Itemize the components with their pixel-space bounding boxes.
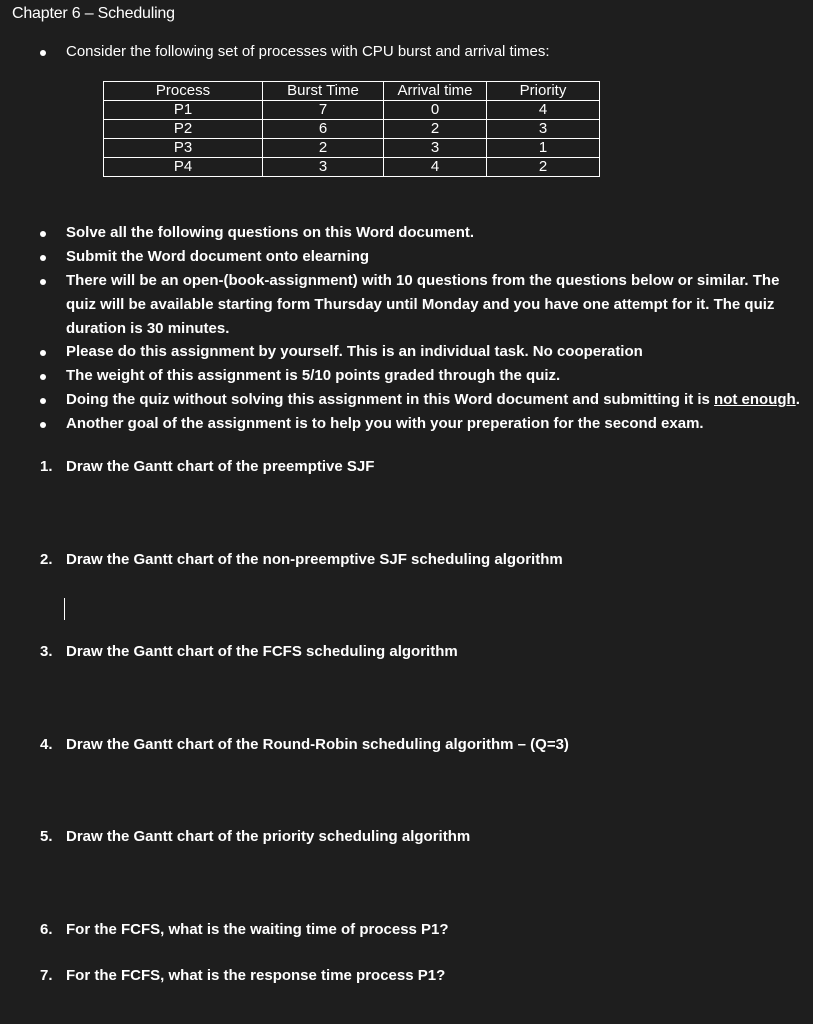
bullet-dot (40, 350, 46, 356)
table-header-cell: Arrival time (384, 82, 487, 101)
table-cell: 3 (384, 139, 487, 158)
instruction-text: There will be an open-(book-assignment) with 10 questions from the questions below or similar. The quiz will be available starting form Thursday until Monday and you have one attempt for it. The quiz duration is 30 minutes. (66, 272, 780, 337)
table-cell: P4 (104, 158, 263, 177)
bullet-dot (40, 279, 46, 285)
document-title: Chapter 6 – Scheduling (12, 5, 175, 22)
bullet-dot (40, 422, 46, 428)
question-text: Draw the Gantt chart of the priority scheduling algorithm (66, 828, 471, 845)
table-cell: 7 (263, 101, 384, 120)
table-cell: 3 (487, 120, 600, 139)
table-cell: 2 (263, 139, 384, 158)
table-header-row (104, 82, 600, 101)
table-cell: 2 (487, 158, 600, 177)
question-number: 2. (40, 551, 53, 568)
bullet-dot (40, 231, 46, 237)
question-number: 1. (40, 458, 53, 475)
text-cursor[interactable] (64, 598, 65, 620)
question-number: 7. (40, 967, 53, 984)
intro-bullet-text: Consider the following set of processes with CPU burst and arrival times: (66, 43, 550, 60)
table-row (104, 120, 600, 139)
instruction-text-wrap (66, 388, 806, 412)
question-number: 4. (40, 736, 53, 753)
instruction-text: Submit the Word document onto elearning (66, 248, 370, 265)
question-text: For the FCFS, what is the response time process P1? (66, 967, 446, 984)
table-cell: 1 (487, 139, 600, 158)
table-header-cell: Process (104, 82, 263, 101)
bullet-dot (40, 374, 46, 380)
question-text: Draw the Gantt chart of the FCFS scheduling algorithm (66, 643, 458, 660)
table-row (104, 158, 600, 177)
instruction-emphasis: not enough (714, 391, 796, 408)
table-row (104, 101, 600, 120)
bullet-dot (40, 398, 46, 404)
bullet-dot (40, 50, 46, 56)
table-cell: 3 (263, 158, 384, 177)
question-text: For the FCFS, what is the waiting time of process P1? (66, 921, 449, 938)
instruction-text: Another goal of the assignment is to help you with your preperation for the second exam. (66, 415, 704, 432)
table-cell: P3 (104, 139, 263, 158)
table-cell: 2 (384, 120, 487, 139)
bullet-dot (40, 255, 46, 261)
instruction-text: Doing the quiz without solving this assignment in this Word document and submitting it is (66, 391, 715, 408)
table-header-cell: Burst Time (263, 82, 384, 101)
question-number: 6. (40, 921, 53, 938)
table-cell: 0 (384, 101, 487, 120)
instruction-text: Solve all the following questions on this Word document. (66, 224, 475, 241)
table-cell: 6 (263, 120, 384, 139)
table-cell: 4 (384, 158, 487, 177)
question-text: Draw the Gantt chart of the preemptive SJF (66, 458, 375, 475)
instruction-tail: . (795, 391, 800, 408)
table-cell: 4 (487, 101, 600, 120)
question-text: Draw the Gantt chart of the non-preemptive SJF scheduling algorithm (66, 551, 563, 568)
table-cell: P2 (104, 120, 263, 139)
process-table (103, 81, 600, 177)
table-row (104, 139, 600, 158)
question-text: Draw the Gantt chart of the Round-Robin scheduling algorithm – (Q=3) (66, 736, 569, 753)
question-number: 3. (40, 643, 53, 660)
table-cell: P1 (104, 101, 263, 120)
instruction-text: The weight of this assignment is 5/10 points graded through the quiz. (66, 367, 561, 384)
instruction-text: Please do this assignment by yourself. This is an individual task. No cooperation (66, 343, 643, 360)
question-number: 5. (40, 828, 53, 845)
table-header-cell: Priority (487, 82, 600, 101)
